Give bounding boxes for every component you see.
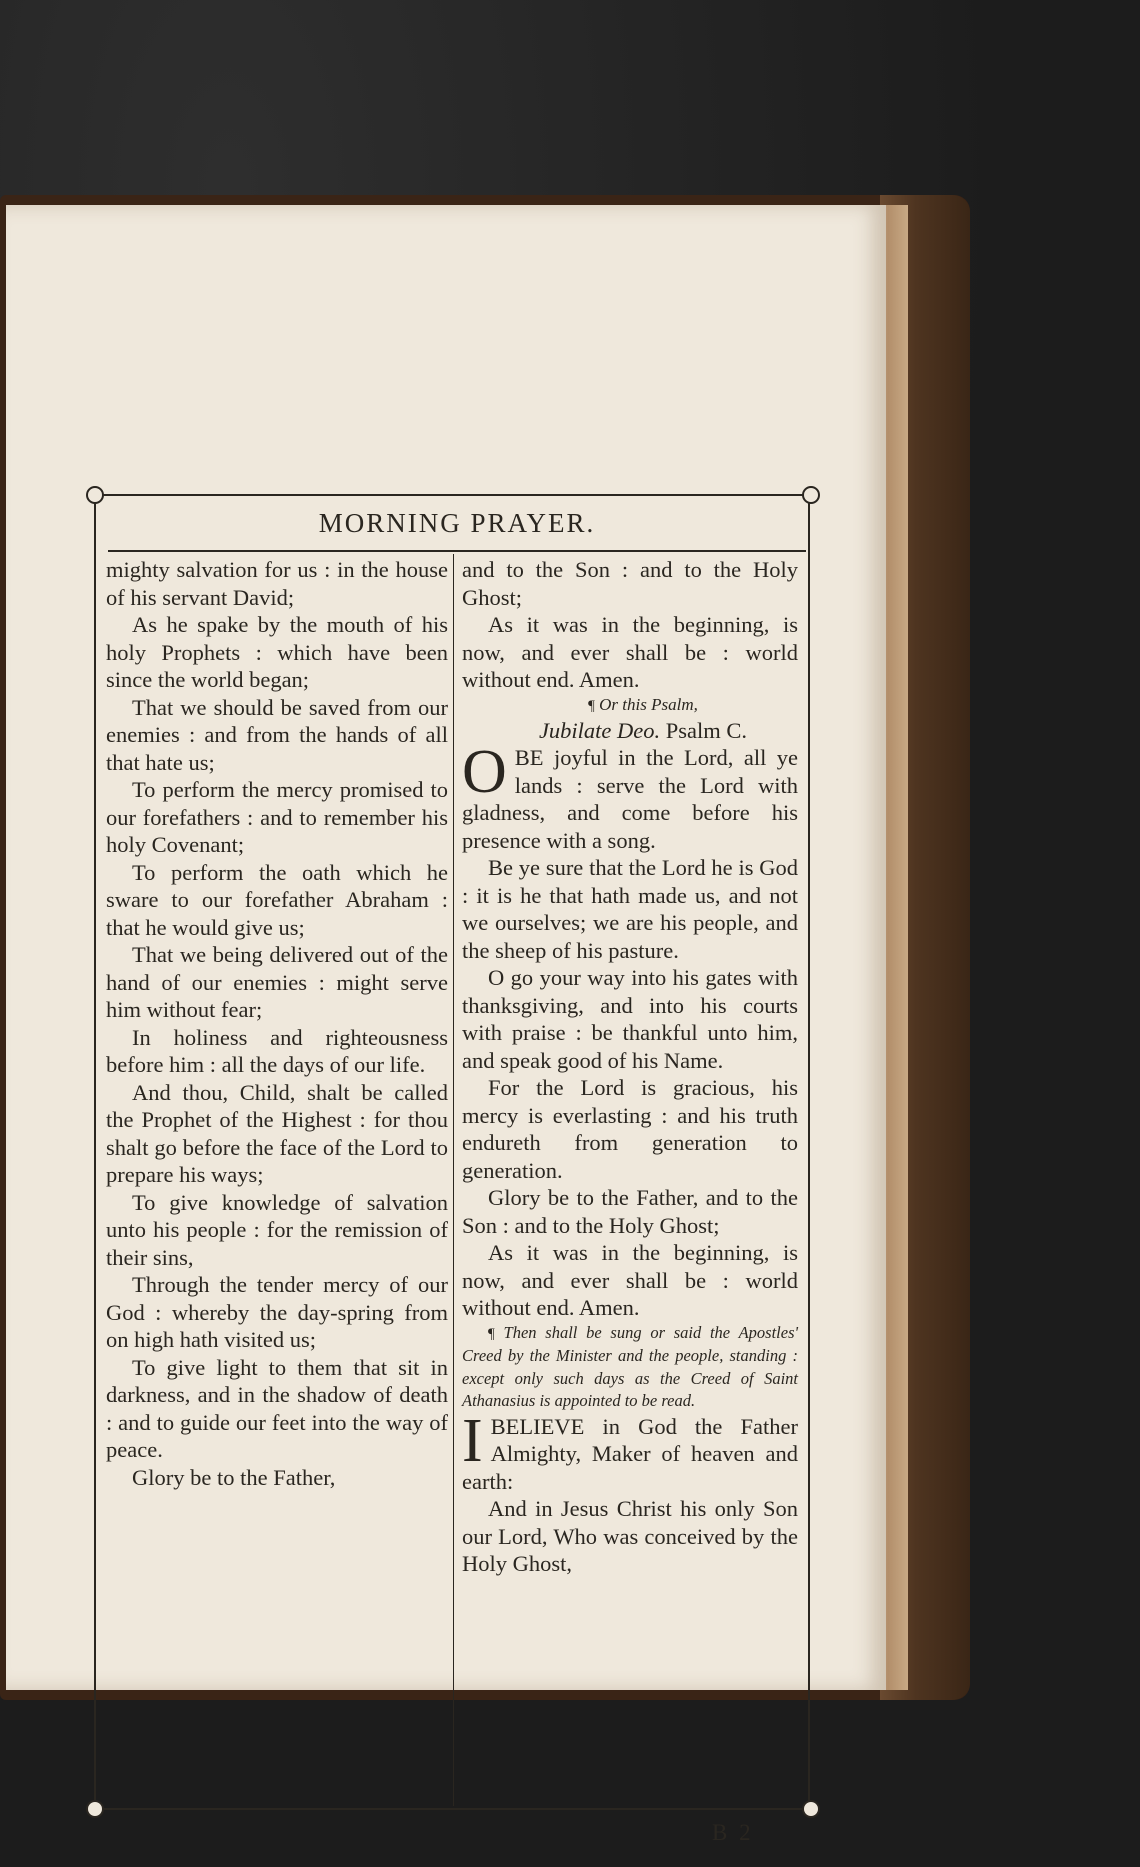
rubric-text: Then shall be sung or said the Apostles' Creed by the Minister and the people, standing : except only such days as the Creed of Saint Athanasius is appointed to be read. (462, 1322, 799, 1410)
column-divider (453, 554, 454, 1806)
verse-paragraph: For the Lord is gracious, his mercy is everlasting : and his truth endureth from generation to generation. (462, 1075, 798, 1183)
gloria-continuation (462, 556, 798, 694)
pilcrow-icon: ¶ (588, 697, 595, 714)
corner-ornament-icon (802, 486, 820, 504)
frame-rule-right (808, 494, 810, 1808)
verse-paragraph: As it was in the beginning, is now, and ever shall be : world without end. Amen. (462, 612, 798, 692)
right-column (462, 556, 798, 1578)
drop-cap: O (462, 738, 507, 806)
verse-paragraph: In holiness and righteousness before him : all the days of our life. (106, 1024, 448, 1077)
jubilate-verse-1 (462, 738, 798, 854)
corner-ornament-icon (802, 1800, 820, 1818)
creed-verses (462, 1495, 798, 1578)
left-column (106, 556, 448, 1491)
page-frame (92, 490, 812, 1845)
verse-paragraph: And in Jesus Christ his only Son our Lord, Who was conceived by the Holy Ghost, (462, 1496, 798, 1576)
psalm-latin-title: Jubilate Deo. (538, 717, 661, 743)
running-head: MORNING PRAYER. (318, 508, 596, 538)
verse-paragraph: And thou, Child, shalt be called the Prophet of the Highest : for thou shalt go before the face of the Lord to prepare his ways; (106, 1079, 448, 1187)
verse-paragraph: To perform the mercy promised to our forefathers : and to remember his holy Covenant; (106, 777, 448, 857)
verse-paragraph: To perform the oath which he sware to our forefather Abraham : that he would give us; (106, 859, 448, 940)
verse-paragraph: That we being delivered out of the hand of our enemies : might serve him without fear; (106, 942, 448, 1022)
verse-paragraph: Be ye sure that the Lord he is God : it is he that hath made us, and not we ourselves; we are his people, and the sheep of his pasture. (462, 855, 798, 963)
verse-paragraph: As he spake by the mouth of his holy Prophets : which have been since the world began; (106, 612, 448, 692)
corner-ornament-icon (86, 1800, 104, 1818)
verse-paragraph: That we should be saved from our enemies : and from the hands of all that hate us; (106, 694, 448, 775)
drop-cap: I (462, 1406, 483, 1475)
corner-ornament-icon (86, 486, 104, 504)
verse-paragraph: and to the Son : and to the Holy Ghost; (462, 557, 798, 610)
running-head-rule (108, 550, 806, 552)
frame-rule-top (92, 494, 812, 496)
frame-rule-bottom (92, 1808, 812, 1810)
psalm-heading (462, 717, 798, 745)
verse-paragraph: As it was in the beginning, is now, and ever shall be : world without end. Amen. (462, 1240, 798, 1320)
rubric-text: Or this Psalm, (599, 694, 698, 714)
verse-paragraph: mighty salvation for us : in the house of his servant David; (106, 557, 448, 610)
verse-paragraph: Glory be to the Father, (132, 1464, 336, 1490)
verse-paragraph: To give knowledge of salvation unto his people : for the remission of their sins, (106, 1189, 448, 1270)
frame-rule-left (94, 494, 96, 1808)
verse-text: BE joyful in the Lord, all ye lands : serve the Lord with gladness, and come before his presence with a song. (462, 745, 798, 853)
verse-paragraph: Through the tender mercy of our God : whereby the day-spring from on high hath visited us; (106, 1272, 448, 1352)
jubilate-verses (462, 854, 798, 1322)
verse-paragraph: To give light to them that sit in darkness, and in the shadow of death : and to guide our feet into the way of peace. (106, 1354, 448, 1462)
creed-verse-1 (462, 1406, 798, 1496)
verse-paragraph: O go your way into his gates with thanksgiving, and into his courts with praise : be thankful unto him, and speak good of his Name. (462, 965, 798, 1073)
verse-text: BELIEVE in God the Father Almighty, Maker of heaven and earth: (462, 1413, 798, 1494)
signature-mark: B 2 (712, 1820, 754, 1845)
rubric-apostles-creed (462, 1322, 798, 1413)
verse-paragraph: Glory be to the Father, and to the Son : and to the Holy Ghost; (462, 1185, 798, 1238)
psalm-number: Psalm C. (665, 717, 748, 743)
pilcrow-icon: ¶ (488, 1325, 495, 1342)
rubric-or-this-psalm (462, 694, 798, 717)
book-page (6, 205, 886, 1845)
